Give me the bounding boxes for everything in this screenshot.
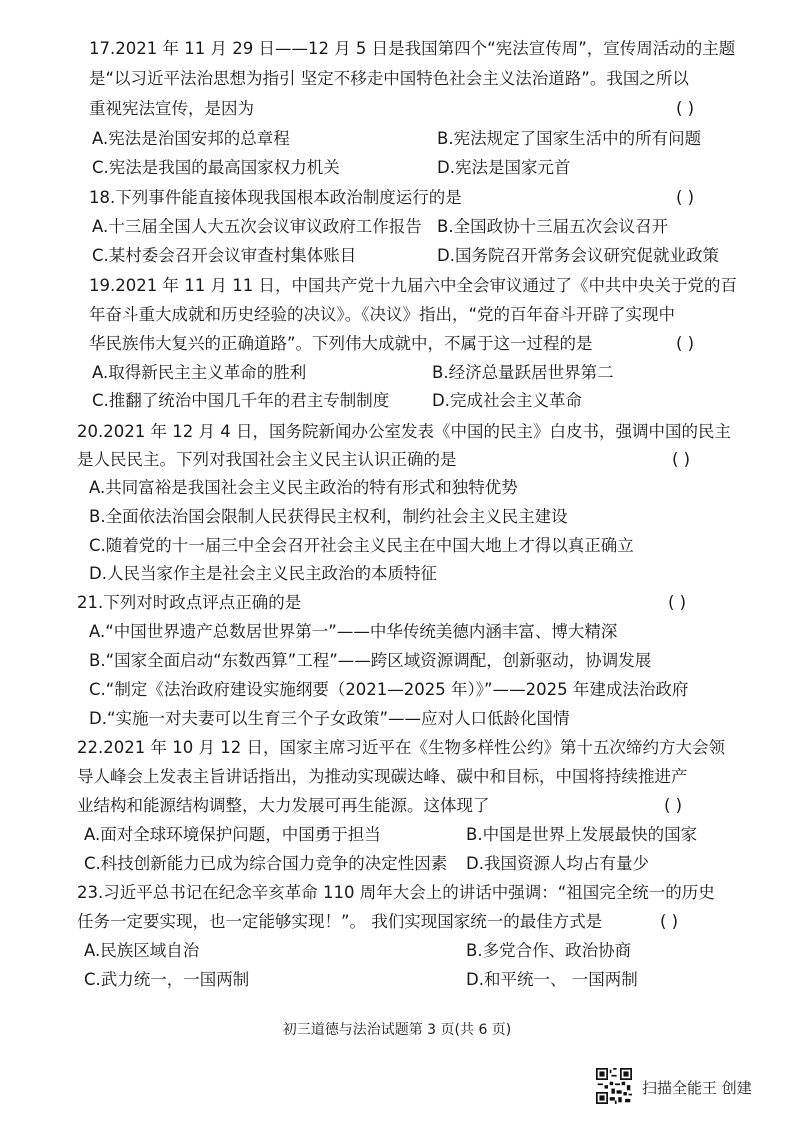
q19-option-c: C.推翻了统治中国几千年的君主专制制度 bbox=[92, 391, 390, 410]
page-footer: 初三道德与法治试题第 3 页(共 6 页) bbox=[282, 1022, 512, 1038]
q23-option-c: C.武力统一，一国两制 bbox=[84, 970, 250, 989]
q18-option-c: C.某村委会召开会议审查村集体账目 bbox=[92, 246, 357, 265]
q18-answer-paren: ( ) bbox=[676, 188, 695, 207]
q22-stem-line-1: 22.2021 年 10 月 12 日，国家主席习近平在《生物多样性公约》第十五次缔约方大会领 bbox=[77, 738, 725, 757]
q21-option-a: A.“中国世界遗产总数居世界第一”——中华传统美德内涵丰富、博大精深 bbox=[89, 622, 618, 641]
q19-option-d: D.完成社会主义革命 bbox=[432, 391, 582, 410]
q17-stem-line-3: 重视宪法宣传，是因为 bbox=[89, 99, 254, 118]
q23-stem-line-2: 任务一定要实现，也一定能够实现！”。 我们实现国家统一的最佳方式是 bbox=[77, 912, 603, 931]
q22-answer-paren: ( ) bbox=[664, 796, 683, 815]
q19-option-a: A.取得新民主主义革命的胜利 bbox=[92, 363, 307, 382]
q22-option-c: C.科技创新能力已成为综合国力竞争的决定性因素 bbox=[84, 854, 448, 873]
q17-stem-line-1: 17.2021 年 11 月 29 日——12 月 5 日是我国第四个“宪法宣传周”，宣传周活动的主题 bbox=[89, 39, 736, 58]
q19-stem-line-1: 19.2021 年 11 月 11 日，中国共产党十九届六中全会审议通过了《中共中央关于党的百 bbox=[89, 276, 737, 295]
q18-option-d: D.国务院召开常务会议研究促就业政策 bbox=[437, 246, 719, 265]
q21-option-c: C.“制定《法治政府建设实施纲要（2021—2025 年）》”——2025 年建成法治政府 bbox=[89, 680, 689, 699]
q23-stem-line-1: 23.习近平总书记在纪念辛亥革命 110 周年大会上的讲话中强调：“祖国完全统一的历史 bbox=[77, 883, 715, 902]
q21-stem-line-1: 21.下列对时政点评点正确的是 bbox=[77, 593, 302, 612]
q23-answer-paren: ( ) bbox=[660, 912, 679, 931]
q17-stem-line-2: 是“以习近平法治思想为指引 坚定不移走中国特色社会主义法治道路”。我国之所以 bbox=[89, 69, 689, 88]
q19-option-b: B.经济总量跃居世界第二 bbox=[432, 363, 614, 382]
q19-stem-line-3: 华民族伟大复兴的正确道路”。下列伟大成就中，不属于这一过程的是 bbox=[89, 334, 593, 353]
q17-option-c: C.宪法是我国的最高国家权力机关 bbox=[92, 158, 340, 177]
q21-option-b: B.“国家全面启动“东数西算”工程”——跨区域资源调配，创新驱动，协调发展 bbox=[89, 651, 652, 670]
q22-option-d: D.我国资源人均占有量少 bbox=[466, 854, 649, 873]
q17-answer-paren: ( ) bbox=[676, 99, 695, 118]
q20-option-d: D.人民当家作主是社会主义民主政治的本质特征 bbox=[89, 564, 437, 583]
q21-answer-paren: ( ) bbox=[668, 593, 687, 612]
q18-option-b: B.全国政协十三届五次会议召开 bbox=[437, 217, 669, 236]
q18-option-a: A.十三届全国人大五次会议审议政府工作报告 bbox=[92, 217, 422, 236]
q17-option-b: B.宪法规定了国家生活中的所有问题 bbox=[437, 129, 702, 148]
q22-stem-line-2: 导人峰会上发表主旨讲话指出，为推动实现碳达峰、碳中和目标，中国将持续推进产 bbox=[77, 767, 688, 786]
q21-option-d: D.“实施一对夫妻可以生育三个子女政策”——应对人口低龄化国情 bbox=[89, 709, 570, 728]
q19-answer-paren: ( ) bbox=[676, 334, 695, 353]
q20-stem-line-2: 是人民民主。下列对我国社会主义民主认识正确的是 bbox=[77, 450, 457, 469]
q20-stem-line-1: 20.2021 年 12 月 4 日，国务院新闻办公室发表《中国的民主》白皮书，强调中国的民主 bbox=[77, 422, 731, 441]
q20-option-a: A.共同富裕是我国社会主义民主政治的特有形式和独特优势 bbox=[89, 478, 518, 497]
q22-option-b: B.中国是世界上发展最快的国家 bbox=[466, 825, 698, 844]
q20-option-c: C.随着党的十一届三中全会召开社会主义民主在中国大地上才得以真正确立 bbox=[89, 536, 634, 555]
q20-option-b: B.全面依法治国会限制人民获得民主权利，制约社会主义民主建设 bbox=[89, 507, 568, 526]
q23-option-d: D.和平统一、 一国两制 bbox=[466, 970, 638, 989]
q17-option-a: A.宪法是治国安邦的总章程 bbox=[92, 129, 290, 148]
qr-code-icon bbox=[596, 1068, 632, 1104]
q22-option-a: A.面对全球环境保护问题，中国勇于担当 bbox=[84, 825, 381, 844]
q22-stem-line-3: 业结构和能源结构调整，大力发展可再生能源。这体现了 bbox=[77, 796, 490, 815]
q23-option-a: A.民族区域自治 bbox=[84, 941, 200, 960]
q18-stem-line-1: 18.下列事件能直接体现我国根本政治制度运行的是 bbox=[89, 188, 462, 207]
q19-stem-line-2: 年奋斗重大成就和历史经验的决议》。《决议》指出，“党的百年奋斗开辟了实现中 bbox=[89, 305, 676, 324]
scanner-watermark-label: 扫描全能王 创建 bbox=[642, 1079, 752, 1097]
q17-option-d: D.宪法是国家元首 bbox=[437, 158, 571, 177]
q23-option-b: B.多党合作、政治协商 bbox=[466, 941, 632, 960]
q20-answer-paren: ( ) bbox=[672, 450, 691, 469]
